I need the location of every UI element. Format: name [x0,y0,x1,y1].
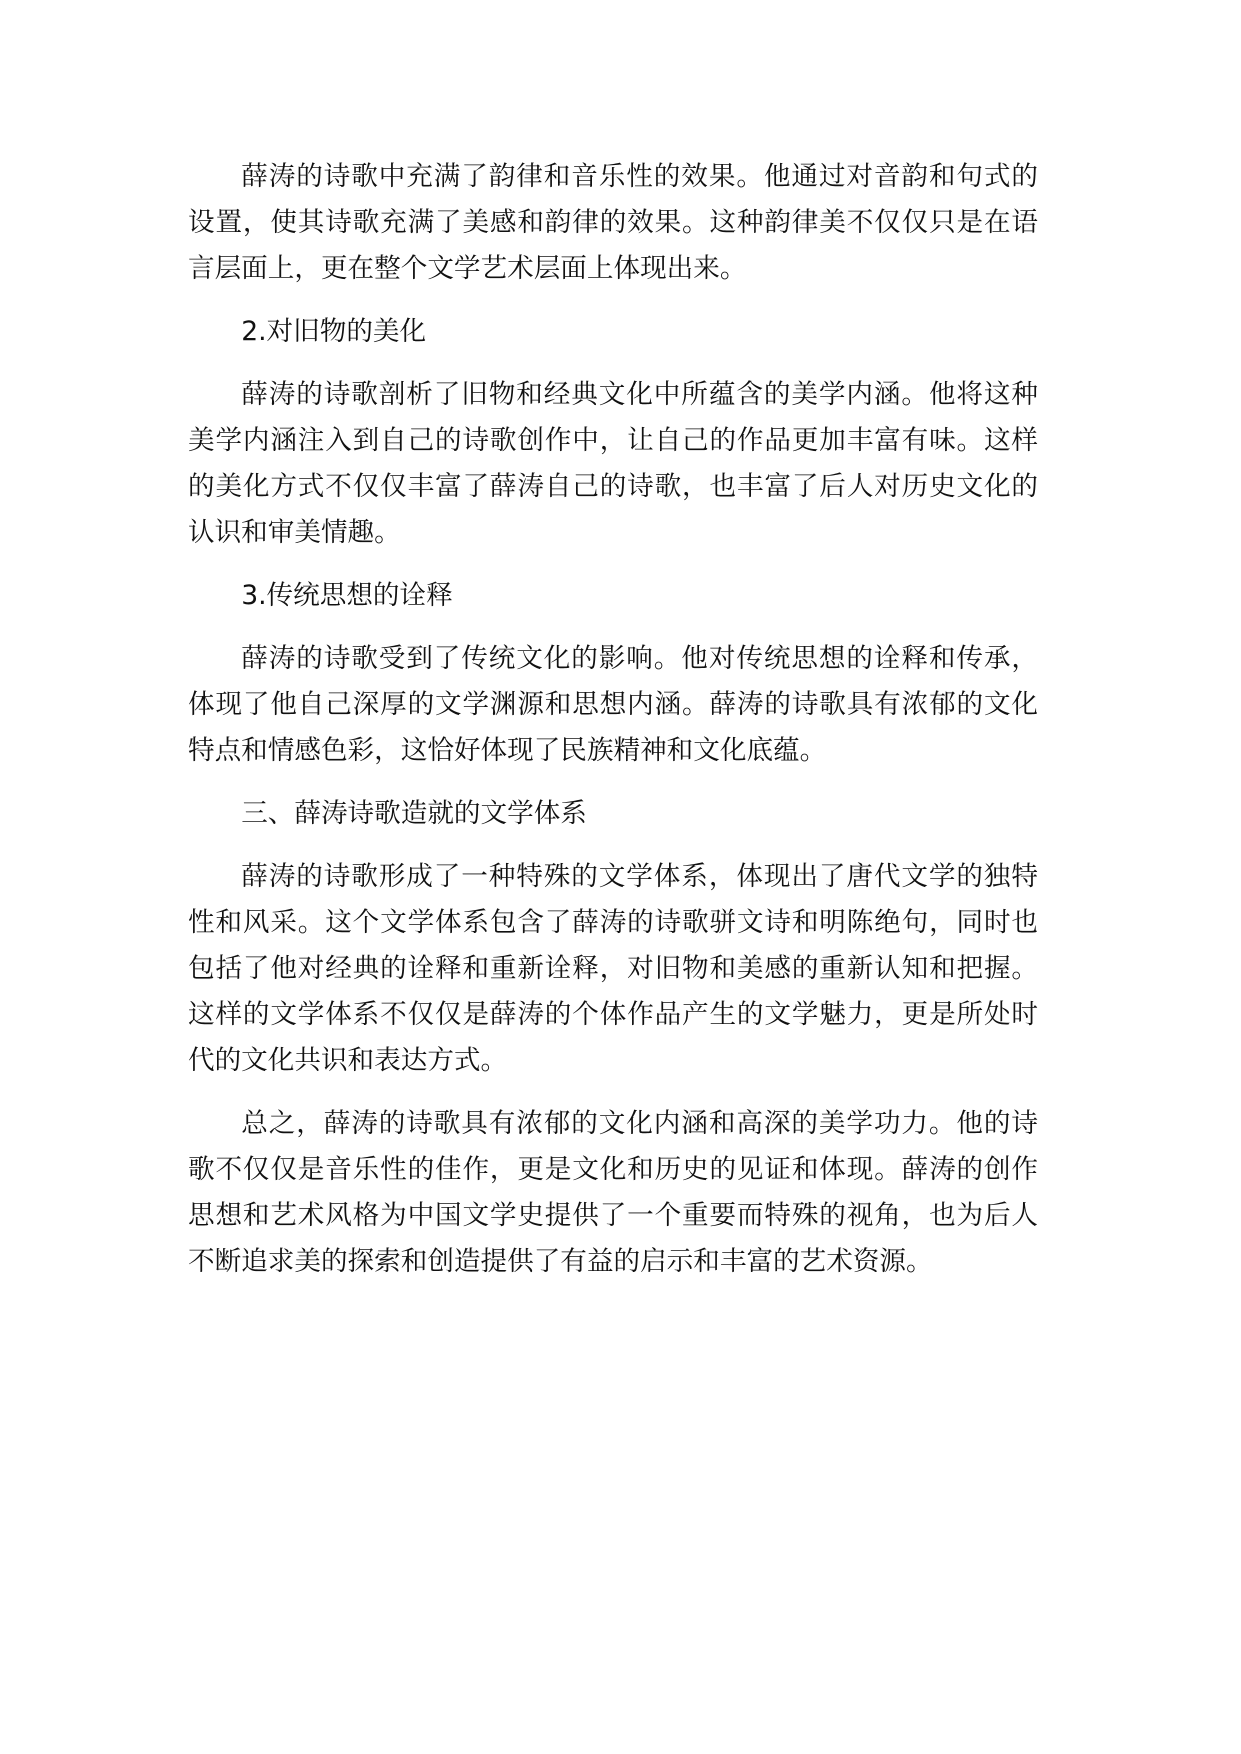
paragraph-tradition: 薛涛的诗歌受到了传统文化的影响。他对传统思想的诠释和传承，体现了他自己深厚的文学渊源和思想内涵。薛涛的诗歌具有浓郁的文化特点和情感色彩，这恰好体现了民族精神和文化底蕴。 [188,643,1038,766]
section-heading-literary-system: 三、薛涛诗歌造就的文学体系 [241,798,587,829]
paragraph-conclusion: 总之，薛涛的诗歌具有浓郁的文化内涵和高深的美学功力。他的诗歌不仅仅是音乐性的佳作，更是文化和历史的见证和体现。薛涛的创作思想和艺术风格为中国文学史提供了一个重要而特殊的视角，也为后人不断追求美的探索和创造提供了有益的启示和丰富的艺术资源。 [188,1108,1038,1277]
paragraph-literary-system: 薛涛的诗歌形成了一种特殊的文学体系，体现出了唐代文学的独特性和风采。这个文学体系包含了薛涛的诗歌骈文诗和明陈绝句，同时也包括了他对经典的诠释和重新诠释，对旧物和美感的重新认知和把握。这样的文学体系不仅仅是薛涛的个体作品产生的文学魅力，更是所处时代的文化共识和表达方式。 [188,861,1038,1076]
document-body [188,154,1038,1285]
paragraph-old-objects: 薛涛的诗歌剖析了旧物和经典文化中所蕴含的美学内涵。他将这种美学内涵注入到自己的诗歌创作中，让自己的作品更加丰富有味。这样的美化方式不仅仅丰富了薛涛自己的诗歌，也丰富了后人对历史文化的认识和审美情趣。 [188,379,1038,548]
paragraph-musicality: 薛涛的诗歌中充满了韵律和音乐性的效果。他通过对音韵和句式的设置，使其诗歌充满了美感和韵律的效果。这种韵律美不仅仅只是在语言层面上，更在整个文学艺术层面上体现出来。 [188,161,1038,284]
section-heading-tradition: 3.传统思想的诠释 [241,580,453,611]
section-heading-old-objects: 2.对旧物的美化 [241,316,427,347]
